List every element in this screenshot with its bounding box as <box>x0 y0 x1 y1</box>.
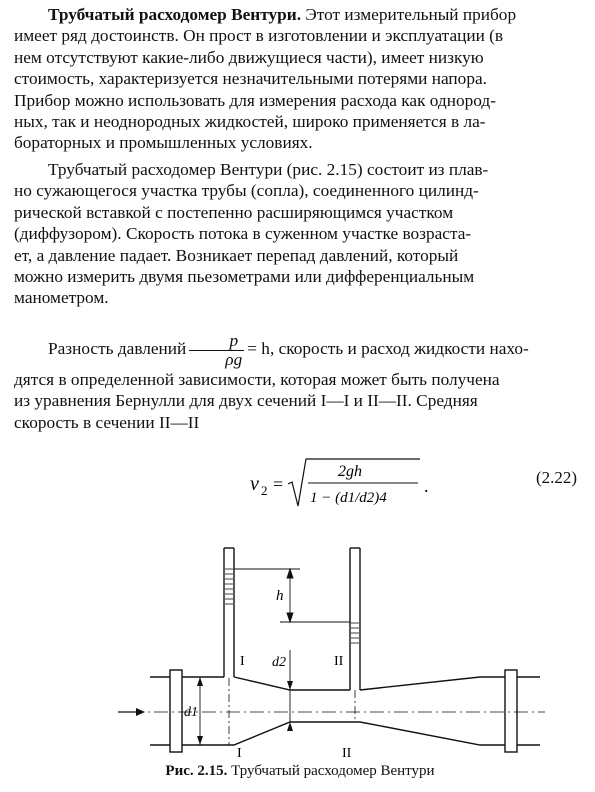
formula-equals: = <box>273 474 284 494</box>
caption-text: Трубчатый расходомер Вентури <box>231 763 435 779</box>
text-line: скорость в сечении II—II <box>14 412 200 432</box>
text-line: из уравнения Бернулли для двух сечений I—I и II—II. Средняя <box>14 391 478 411</box>
formula-lhs: v <box>250 473 259 495</box>
paragraph-venturi-intro: Трубчатый расходомер Вентури. Этот измерительный прибор имеет ряд достоинств. Он прост в изготовлении и эксплуатации (в нем отсутствуют какие-либо движущиеся части), имеет низкую стоимость, характеризуется незначительными потерями напора. Прибор можно использовать для измерения расхода как однород- ных, так и неоднородных жидкостей, широко применяется в ла- бораторных и промышленных условиях. <box>14 4 589 154</box>
formula-end: . <box>424 476 429 496</box>
text-line: ных, так и неоднородных жидкостей, широко применяется в ла- <box>14 112 486 132</box>
text-line: манометром. <box>14 288 109 308</box>
formula-denominator: 1 − (d1/d2)4 <box>310 490 387 506</box>
text-line: Прибор можно использовать для измерения расхода как однород- <box>14 90 496 110</box>
label-section-1-bottom: I <box>237 746 242 761</box>
text-line: (диффузором). Скорость потока в суженном участке возраста- <box>14 224 472 244</box>
water-column-2 <box>351 623 359 643</box>
label-d2: d2 <box>272 655 286 670</box>
text-line: ет, а давление падает. Возникает перепад давлений, который <box>14 245 459 265</box>
label-section-2-top: II <box>334 654 344 669</box>
text-line: можно измерить двумя пьезометрами или дифференциальным <box>14 267 475 287</box>
text-line: Трубчатый расходомер Вентури (рис. 2.15) состоит из плав- <box>48 160 489 179</box>
label-h: h <box>276 588 284 604</box>
text-line: но сужающегося участка трубы (сопла), соединенного цилинд- <box>14 181 479 201</box>
text-line: дятся в определенной зависимости, которая может быть получена <box>14 370 500 389</box>
text-line: стоимость, характеризуется незначительными потерями напора. <box>14 69 487 89</box>
label-section-2-bottom: II <box>342 746 352 761</box>
equation-number: (2.22) <box>536 468 578 487</box>
h-dimension <box>234 569 350 622</box>
paragraph-pressure-difference: Разность давлений $\frac{p}{\rho g}$ = h, скорость и расход жидкости нахо- дятся в определенной зависимости, которая может быть получена из уравнения Бернулли для двух сечений I—I и II—II. Средняя скорость в сечении II—II <box>14 329 589 433</box>
flow-arrow <box>118 708 145 716</box>
text-line: нем отсутствуют какие-либо движущиеся части), имеет низкую <box>14 47 484 67</box>
right-flange <box>505 670 517 752</box>
fraction-p-over-rho-g: $\frac{p}{\rho g}$ <box>189 332 244 369</box>
water-column-1 <box>225 569 233 604</box>
text-line: рической вставкой с постепенно расширяющимся участком <box>14 202 454 222</box>
text-line: бораторных и промышленных условиях. <box>14 133 313 153</box>
text-line: имеет ряд достоинств. Он прост в изготовлении и эксплуатации (в <box>14 26 504 46</box>
label-d1: d1 <box>184 705 198 720</box>
caption-label: Рис. 2.15. <box>165 763 228 779</box>
paragraph-title: Трубчатый расходомер Вентури. <box>48 5 302 24</box>
label-section-1-top: I <box>240 654 245 669</box>
formula-numerator: 2gh <box>338 463 362 480</box>
figure-caption <box>150 763 450 780</box>
formula-lhs-subscript: 2 <box>261 483 268 498</box>
left-flange <box>170 670 182 752</box>
